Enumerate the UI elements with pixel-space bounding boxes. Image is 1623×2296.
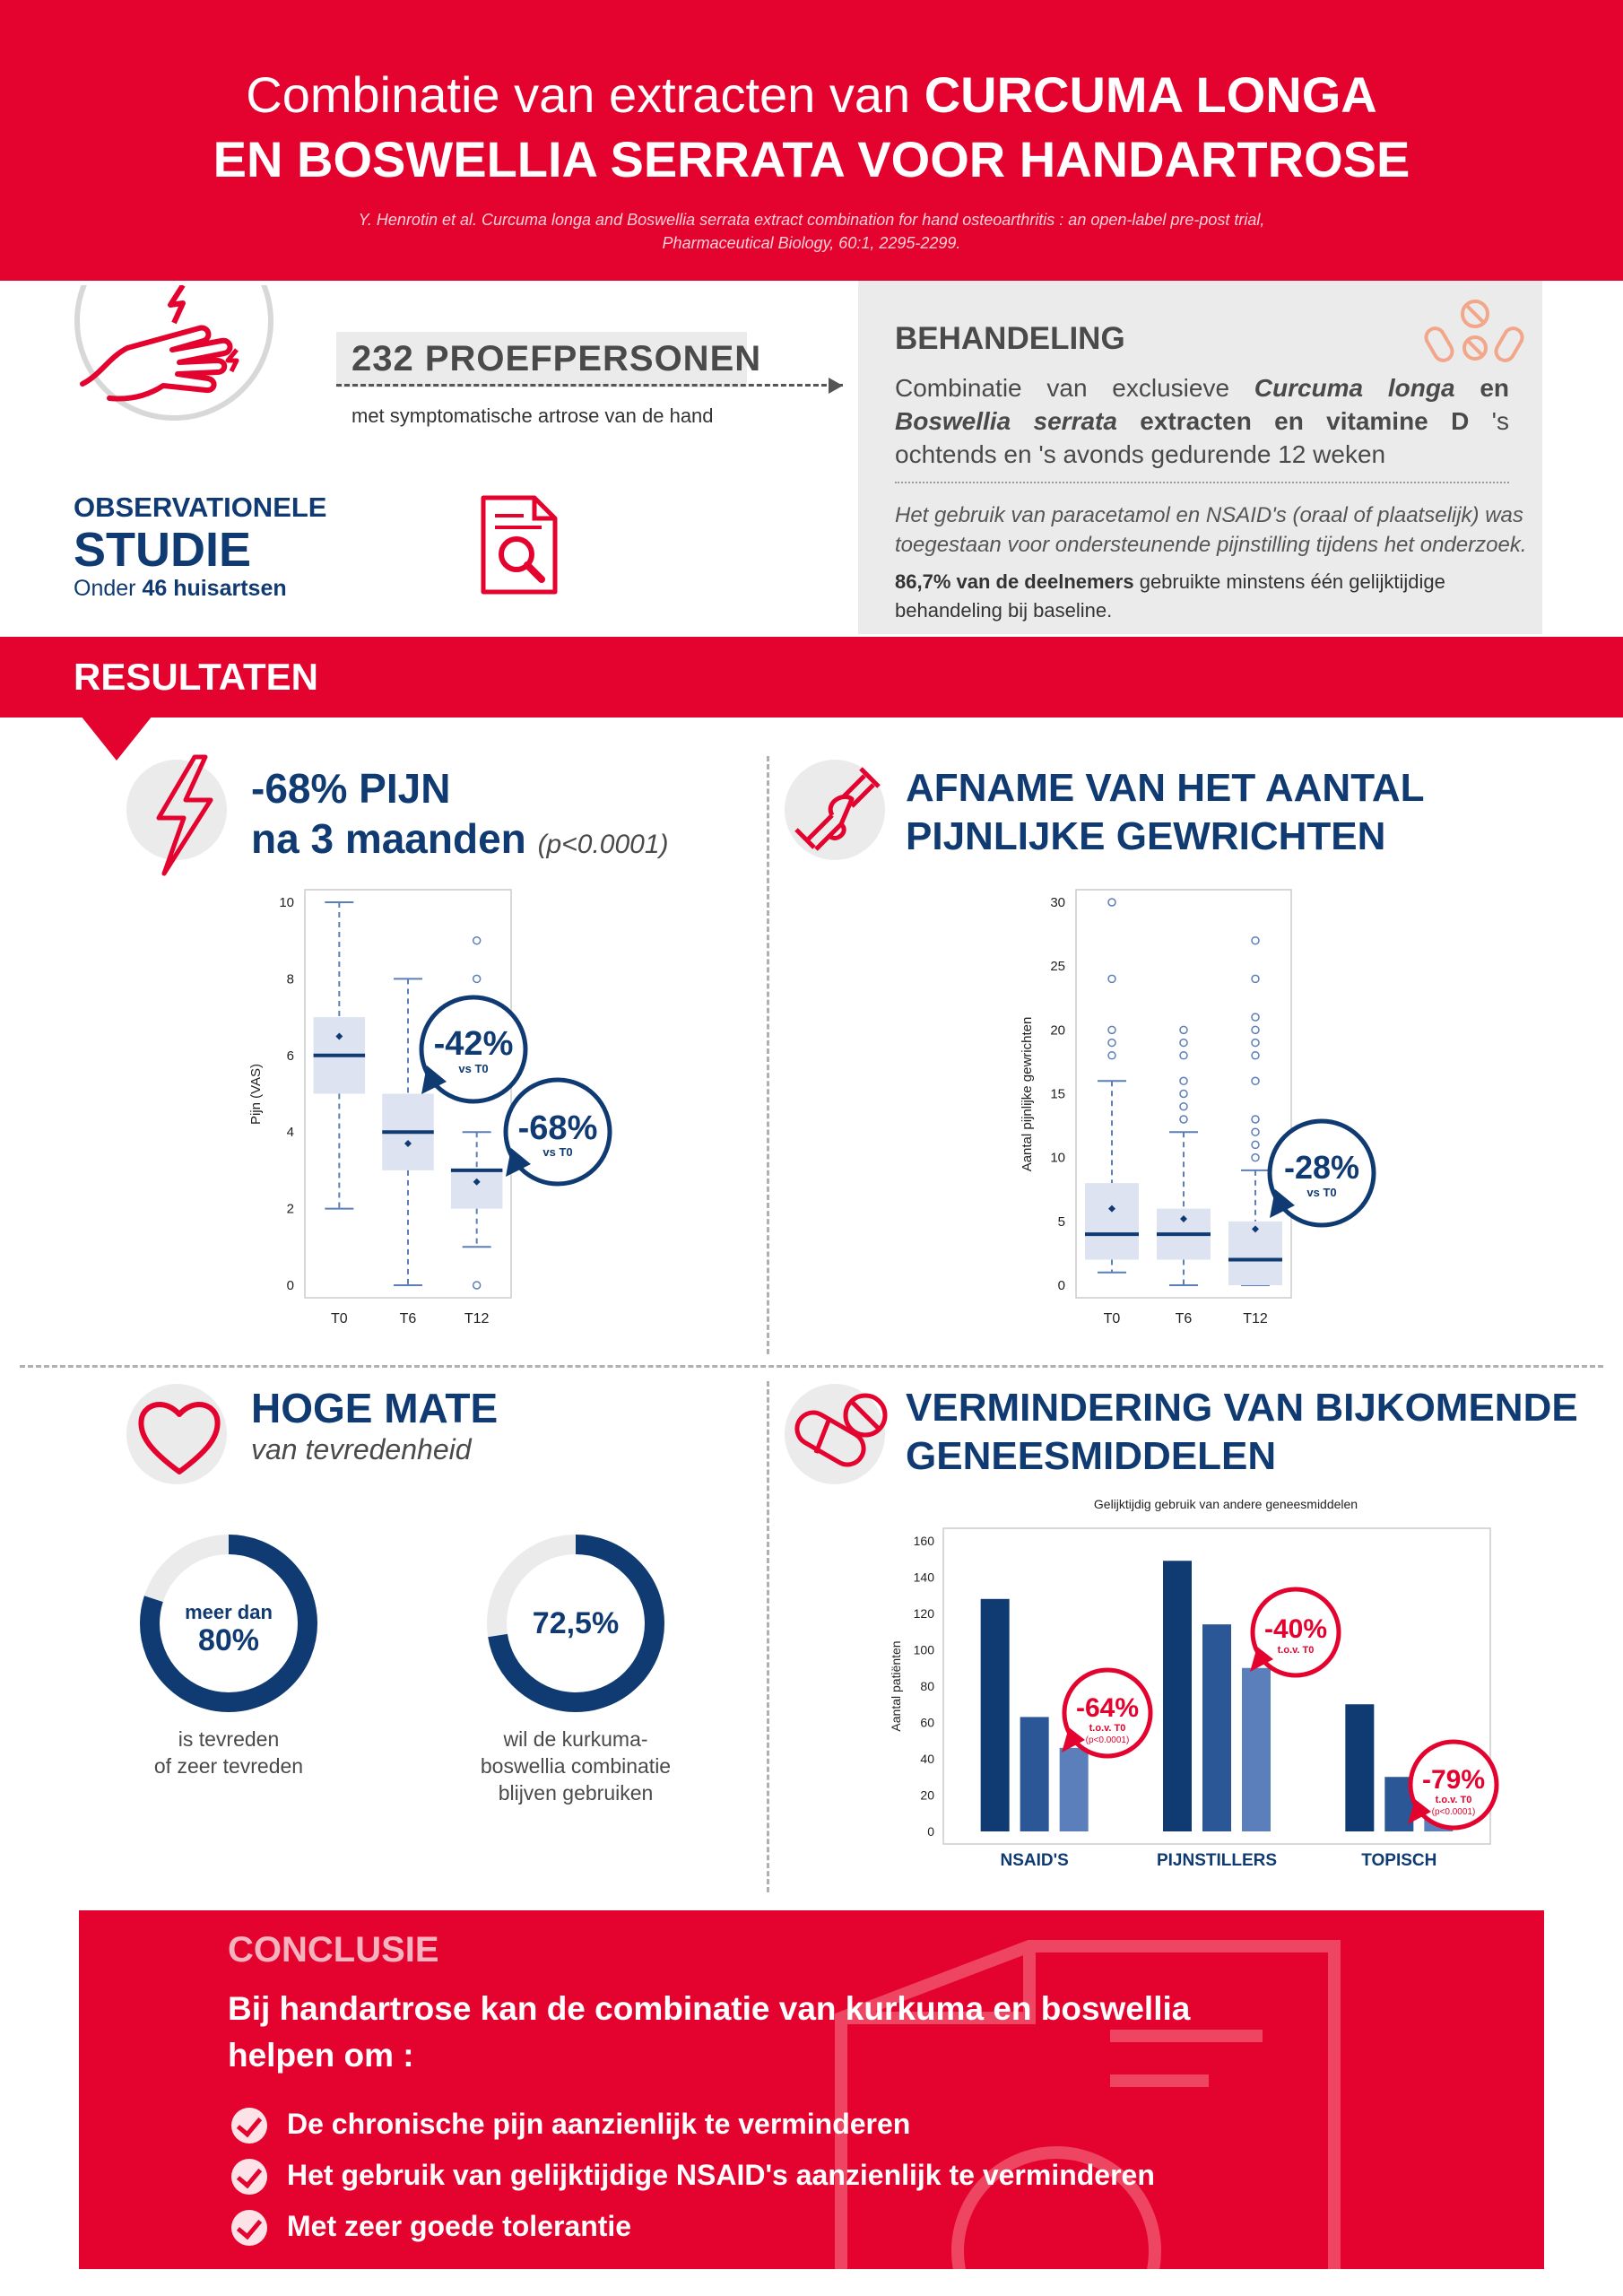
pain-ytick-label: 8 <box>286 971 294 987</box>
bar-pijnstillers-0 <box>1163 1561 1192 1831</box>
pain-xtick-t12: T12 <box>464 1311 490 1326</box>
citation-line-1: Y. Henrotin et al. Curcuma longa and Boswellia serrata extract combination for hand osteoarthritis : an open-label pre-post trial, <box>358 211 1265 229</box>
pain-y-axis <box>279 895 294 1293</box>
conclusion-heading: CONCLUSIE <box>228 1930 439 1970</box>
pills-icon <box>1421 296 1529 368</box>
medication-ytick-label: 20 <box>920 1787 934 1803</box>
joints-ytick-label: 15 <box>1050 1086 1065 1102</box>
baseline-note: 86,7% van de deelnemers gebruikte minstens één gelijktijdige <box>895 570 1445 593</box>
svg-text:-68%: -68% <box>517 1109 598 1147</box>
joints-ytick-label: 25 <box>1050 959 1065 975</box>
medication-title-line2: GENEESMIDDELEN <box>906 1434 1277 1478</box>
participants-description: met symptomatische artrose van de hand <box>352 404 714 427</box>
medication-ytick-label: 100 <box>913 1642 934 1657</box>
lightning-icon <box>148 753 220 879</box>
donut-satisfied <box>135 1529 323 1718</box>
svg-text:vs T0: vs T0 <box>542 1145 573 1159</box>
iqr-box <box>1085 1183 1139 1259</box>
bar-topisch-0 <box>1345 1704 1374 1831</box>
medication-xtick-label: PIJNSTILLERS <box>1156 1851 1278 1870</box>
bar-pijnstillers-2 <box>1242 1668 1271 1831</box>
joint-icon <box>789 758 883 857</box>
check-icon <box>231 2108 267 2144</box>
conclusion-watermark-icon <box>760 1928 1442 2269</box>
pain-xtick-t0: T0 <box>330 1311 348 1326</box>
title-line-2: EN BOSWELLIA SERRATA VOOR HANDARTROSE <box>213 131 1410 187</box>
treatment-heading: BEHANDELING <box>895 321 1125 356</box>
medication-ytick-label: 140 <box>913 1570 934 1585</box>
title-line-1: Combinatie van extracten van CURCUMA LONGA <box>246 66 1377 123</box>
pain-xtick-t6: T6 <box>399 1311 417 1326</box>
donut-continue <box>482 1529 670 1718</box>
iqr-box <box>451 1170 503 1209</box>
svg-text:meer dan: meer dan <box>185 1601 273 1623</box>
donut-continue-caption: wil de kurkuma- boswellia combinatie blijven gebruiken <box>480 1727 672 1805</box>
medication-y-axis <box>914 1534 935 1839</box>
medication-x-axis <box>1001 1851 1437 1870</box>
study-type-line2: STUDIE <box>74 523 252 577</box>
pain-subtitle: na 3 maanden (p<0.0001) <box>251 815 669 862</box>
svg-text:-79%: -79% <box>1421 1765 1486 1795</box>
pain-ytick-label: 0 <box>286 1278 294 1293</box>
check-icon <box>231 2210 267 2246</box>
medication-xtick-label: NSAID'S <box>1000 1851 1069 1870</box>
medication-bar-chart <box>879 1489 1524 1883</box>
joints-title-line2: PIJNLIJKE GEWRICHTEN <box>906 814 1386 858</box>
bar-nsaids-0 <box>981 1599 1010 1831</box>
donut-satisfied-caption: is tevreden of zeer tevreden <box>153 1727 304 1778</box>
medication-ytick-label: 40 <box>920 1752 934 1766</box>
svg-text:-28%: -28% <box>1283 1149 1360 1186</box>
capsule-icon <box>789 1388 892 1487</box>
citation-line-2: Pharmaceutical Biology, 60:1, 2295-2299. <box>662 234 961 252</box>
painkiller-callout <box>1250 1589 1339 1675</box>
medication-xtick-label: TOPISCH <box>1361 1851 1437 1870</box>
svg-text:vs T0: vs T0 <box>458 1062 489 1075</box>
svg-text:-42%: -42% <box>433 1025 514 1063</box>
pain-ytick-label: 6 <box>286 1048 294 1064</box>
joints-x-axis <box>1104 1311 1268 1326</box>
joints-callout <box>1270 1121 1374 1225</box>
joints-ytick-label: 20 <box>1050 1022 1065 1039</box>
joints-xtick-t6: T6 <box>1175 1311 1193 1326</box>
treatment-description: Combinatie van exclusieve Curcuma longa en Boswellia serrata extracten en vitamine D 's ochtends en 's avonds gedurende 12 weken <box>895 374 1510 468</box>
pain-boxplot <box>224 879 655 1345</box>
hand-icon <box>74 285 274 429</box>
pain-ytick-label: 10 <box>279 895 294 910</box>
bar-nsaids-1 <box>1020 1717 1049 1831</box>
joints-ytick-label: 5 <box>1057 1213 1065 1230</box>
conclusion-lead-line1: Bij handartrose kan de combinatie van kurkuma en boswellia <box>228 1990 1191 2027</box>
conclusion-lead-line2: helpen om : <box>228 2037 414 2074</box>
satisfaction-title: HOGE MATE <box>251 1385 499 1431</box>
treatment-note-line2: toegestaan voor ondersteunende pijnstilling tijdens het onderzoek. <box>895 533 1527 557</box>
medication-chart-title: Gelijktijdig gebruik van andere geneesmiddelen <box>1093 1497 1358 1511</box>
treatment-note-line1: Het gebruik van paracetamol en NSAID's (oraal of plaatselijk) was <box>895 503 1523 527</box>
pain-ytick-label: 2 <box>286 1201 294 1217</box>
topical-callout <box>1408 1742 1497 1828</box>
pain-callout-2 <box>506 1080 610 1184</box>
treatment-divider <box>895 482 1509 483</box>
medication-ytick-label: 0 <box>927 1824 934 1839</box>
conclusion-bullet-1: De chronische pijn aanzienlijk te verminderen <box>287 2108 911 2140</box>
joints-ytick-label: 10 <box>1050 1150 1065 1166</box>
svg-text:t.o.v. T0: t.o.v. T0 <box>1277 1645 1315 1656</box>
heart-icon <box>135 1395 224 1480</box>
pain-callout-1 <box>421 997 525 1101</box>
svg-text:(p<0.0001): (p<0.0001) <box>1431 1807 1476 1817</box>
divider-horizontal <box>20 1365 1603 1368</box>
medication-ytick-label: 60 <box>920 1715 934 1730</box>
results-heading: RESULTATEN <box>74 656 318 698</box>
joints-boxplot <box>1004 879 1435 1345</box>
svg-text:(p<0.0001): (p<0.0001) <box>1085 1735 1130 1745</box>
study-doctors: Onder 46 huisartsen <box>74 576 287 601</box>
joints-ytick-label: 30 <box>1050 895 1065 910</box>
bar-pijnstillers-1 <box>1202 1624 1231 1831</box>
participants-count: 232 PROEFPERSONEN <box>352 339 762 378</box>
header-banner <box>0 0 1623 281</box>
pain-ytick-label: 4 <box>286 1125 294 1141</box>
document-search-icon <box>479 493 560 596</box>
pain-title: -68% PIJN <box>251 765 451 812</box>
results-bar-pointer <box>81 716 152 761</box>
medication-ytick-label: 160 <box>913 1534 934 1548</box>
svg-text:-64%: -64% <box>1075 1693 1140 1723</box>
joints-ytick-label: 0 <box>1057 1278 1065 1293</box>
joints-y-axis <box>1050 895 1065 1293</box>
bar-nsaids-2 <box>1060 1748 1089 1831</box>
medication-ytick-label: 80 <box>920 1679 934 1693</box>
svg-text:t.o.v. T0: t.o.v. T0 <box>1435 1795 1472 1805</box>
nsaid-callout <box>1062 1670 1150 1756</box>
joints-xtick-t0: T0 <box>1103 1311 1121 1326</box>
arrow-head <box>829 378 843 394</box>
baseline-note-line2: behandeling bij baseline. <box>895 599 1113 622</box>
medication-ylabel: Aantal patiënten <box>889 1640 903 1732</box>
svg-text:80%: 80% <box>197 1623 260 1657</box>
svg-text:t.o.v. T0: t.o.v. T0 <box>1089 1723 1126 1734</box>
conclusion-bullet-2: Het gebruik van gelijktijdige NSAID's aanzienlijk te verminderen <box>287 2159 1155 2191</box>
arrow-line <box>336 384 843 393</box>
divider-vertical-bottom <box>767 1381 769 1892</box>
divider-vertical-top <box>767 756 769 1354</box>
svg-text:vs T0: vs T0 <box>1306 1186 1337 1199</box>
check-icon <box>231 2159 267 2195</box>
joints-ylabel: Aantal pijnlijke gewrichten <box>1020 1016 1035 1172</box>
joints-title-line1: AFNAME VAN HET AANTAL <box>906 766 1425 810</box>
satisfaction-subtitle: van tevredenheid <box>251 1433 472 1465</box>
pain-x-axis <box>331 1311 490 1326</box>
medication-ytick-label: 120 <box>913 1606 934 1621</box>
medication-title-line1: VERMINDERING VAN BIJKOMENDE <box>906 1386 1578 1430</box>
svg-text:-40%: -40% <box>1263 1614 1328 1644</box>
joints-xtick-t12: T12 <box>1243 1311 1268 1326</box>
svg-text:72,5%: 72,5% <box>532 1606 620 1640</box>
pain-ylabel: Pijn (VAS) <box>248 1063 264 1126</box>
conclusion-bullet-3: Met zeer goede tolerantie <box>287 2210 632 2242</box>
study-type-line1: OBSERVATIONELE <box>74 491 327 523</box>
